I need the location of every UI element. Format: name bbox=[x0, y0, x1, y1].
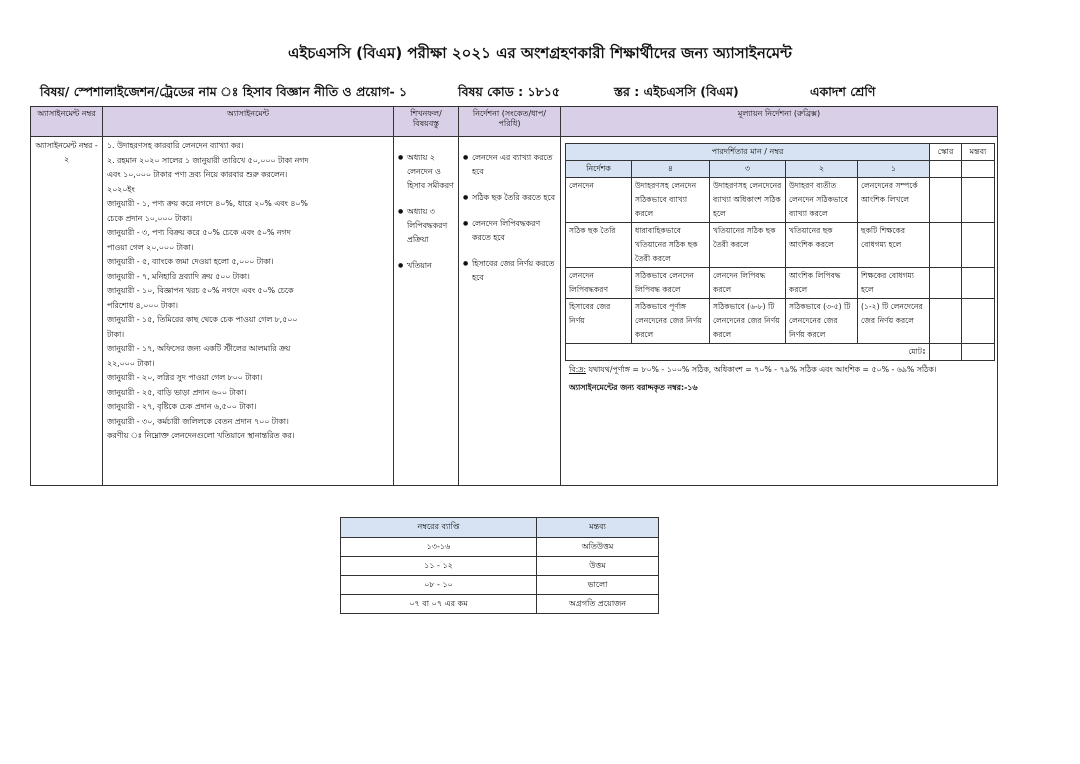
assignment-line: ২২,০০০ টাকা। bbox=[107, 358, 155, 368]
grade-table bbox=[340, 517, 659, 614]
assignment-line: জানুয়ারী - ২৫, বাড়ি ভাড়া প্রদান ৬০০ টাকা। bbox=[107, 387, 247, 397]
assignment-line: জানুয়ারী - ১০, বিজ্ঞাপন খরচ ৫০% নগদে এবং ৫০% চেকে bbox=[107, 286, 294, 295]
assignment-line: পাওয়া গেল ২০,০০০ টাকা। bbox=[107, 242, 194, 252]
rubric-cell: সঠিকভাবে পূর্ণাঙ্গ লেনদেনের জের নির্ণয় করলে bbox=[632, 299, 710, 344]
comment-cell bbox=[962, 299, 995, 344]
rubric-cell: সঠিকভাবে (৩-৫) টি লেনদেনের জের নির্ণয় করলে bbox=[786, 299, 858, 344]
assignment-line: জানুয়ারী - ২০, লগ্নির সুদ পাওয়া গেল ৮০০ টাকা। bbox=[107, 373, 263, 382]
rubric-cell: উদাহরণসহ লেনদেনের ব্যাখ্যা অধিকাংশ সঠিক হলে bbox=[710, 178, 786, 223]
total-comment-cell bbox=[962, 344, 995, 361]
grade-comment: অতিউত্তম bbox=[537, 538, 659, 557]
rubric-indicator: সঠিক ছক তৈরি bbox=[566, 223, 632, 268]
assignment-line: এবং ১০,০০০ টাকার পণ্য দ্রব্য নিয়ে কারবার শুরু করলেন। bbox=[107, 170, 288, 179]
assignment-line: ২০২০ইং bbox=[107, 184, 135, 194]
comment-cell bbox=[962, 178, 995, 223]
assignment-line: জানুয়ারী - ৫, ব্যাংকে জমা দেওয়া হলো ৫,০০০ টাকা। bbox=[107, 257, 274, 266]
rubric-indicator: লেনদেন লিপিবদ্ধকরণ bbox=[566, 268, 632, 299]
assignment-line: পরিশোধ ৪,০০০ টাকা। bbox=[107, 300, 178, 310]
grade-header-range: নম্বরের ব্যাপ্তি bbox=[341, 518, 537, 538]
allocated-marks: অ্যাসাইনমেন্টের জন্য বরাদ্দকৃত নম্বর:-১৬ bbox=[569, 383, 698, 392]
rubric-cell: আংশিক লিপিবদ্ধ করলে bbox=[786, 268, 858, 299]
learning-item: ● অধ্যায় ২ লেনদেন ও হিসাব সমীকরণ bbox=[398, 151, 454, 193]
score-cell bbox=[930, 223, 962, 268]
assignment-line: জানুয়ারী - ৩০, কর্মচারী জলিলকে বেতন প্রদান ৭০০ টাকা। bbox=[107, 416, 289, 426]
score-cell bbox=[930, 299, 962, 344]
instructions bbox=[459, 137, 561, 486]
grade-comment: উত্তম bbox=[537, 557, 659, 576]
assignment-table bbox=[30, 106, 998, 486]
rubric-cell: ধারাবাহিকভাবে খতিয়ানের সঠিক ছক তৈরী করলে bbox=[632, 223, 710, 268]
instruction-item: ● হিসাবের জের নির্ণয় করতে হবে bbox=[463, 257, 556, 285]
rubric-cell: খতিয়ানের সঠিক ছক তৈরী করলে bbox=[710, 223, 786, 268]
assignment-line: টাকা। bbox=[107, 329, 125, 339]
rubric-cell: ছকটি শিক্ষকের বোধগম্য হলে bbox=[858, 223, 930, 268]
score-cell bbox=[930, 268, 962, 299]
subject-line: বিষয়/ স্পেশালাইজেশন/ট্রেডের নাম ঃ হিসাব বিজ্ঞান নীতি ও প্রয়োগ- ১ bbox=[40, 84, 408, 99]
rubric-level: ২ bbox=[786, 161, 858, 178]
rubric-comment-header: মন্তব্য bbox=[962, 144, 995, 161]
rubric-cell: লেনদেন লিপিবদ্ধ করলে bbox=[710, 268, 786, 299]
assignment-text bbox=[103, 137, 394, 486]
rubric-cell: শিক্ষকের বোধগম্য হলে bbox=[858, 268, 930, 299]
rubric-cell: (১-২) টি লেনদেনের জের নির্ণয় করলে bbox=[858, 299, 930, 344]
instruction-item: ● লেনদেন লিপিবদ্ধকরণ করতে হবে bbox=[463, 217, 556, 245]
learning-outcomes bbox=[394, 137, 459, 486]
rubric-cell: খতিয়ানের ছক আংশিক করলে bbox=[786, 223, 858, 268]
comment-cell bbox=[962, 268, 995, 299]
assignment-line: জানুয়ারী - ১৫, তিমিরের কাছ থেকে চেক পাওয়া গেল ৮,৫০০ bbox=[107, 315, 298, 324]
header-assignment-no: অ্যাসাইনমেন্ট নম্বর bbox=[31, 107, 103, 137]
assignment-number: অ্যাসাইনমেন্ট নম্বর - ২ bbox=[31, 137, 103, 486]
grade-range: ০৭ বা ০৭ এর কম bbox=[341, 595, 537, 614]
assignment-line: ১. উদাহরণসহ কারবারি লেনদেন ব্যাখ্যা কর। bbox=[107, 141, 244, 150]
instruction-item: ● সঠিক ছক তৈরি করতে হবে bbox=[463, 191, 556, 205]
assignment-line: জানুয়ারী - ৩, পণ্য বিক্রয় করে ৫০% চেকে এবং ৫০% নগদ bbox=[107, 228, 291, 237]
header-evaluation: মূল্যায়ন নির্দেশনা (রুব্রিক্স) bbox=[561, 107, 998, 137]
note-label: বি:দ্র: bbox=[569, 365, 587, 374]
grade-header-comment: মন্তব্য bbox=[537, 518, 659, 538]
note-text: যথাযথ/পূর্ণাঙ্গ = ৮০% - ১০০% সঠিক, অধিকাংশ = ৭০% - ৭৯% সঠিক এবং আংশিক = ৫০% - ৬৯% সঠিক। bbox=[588, 365, 937, 374]
rubric-indicator: লেনদেন bbox=[566, 178, 632, 223]
rubric-table bbox=[565, 143, 995, 361]
comment-cell bbox=[962, 223, 995, 268]
header-learning: শিখনফল/ বিষয়বস্তু bbox=[394, 107, 459, 137]
score-cell bbox=[930, 161, 962, 178]
note bbox=[565, 361, 993, 379]
assignment-line: জানুয়ারী - ১, পণ্য ক্রয় করে নগদে ৪০%, ধারে ২০% এবং ৪০% bbox=[107, 199, 308, 208]
learning-item: ● খতিয়ান bbox=[398, 259, 454, 273]
class-label: একাদশ শ্রেণি bbox=[810, 84, 876, 99]
page-title: এইচএসসি (বিএম) পরীক্ষা ২০২১ এর অংশগ্রহণকারী শিক্ষার্থীদের জন্য অ্যাসাইনমেন্ট bbox=[288, 44, 792, 62]
rubric-cell: সঠিকভাবে লেনদেন লিপিবদ্ধ করলে bbox=[632, 268, 710, 299]
rubric-indicator: হিসাবের জের নির্ণয় bbox=[566, 299, 632, 344]
rubric-cell: সঠিকভাবে (৬-৮) টি লেনদেনের জের নির্ণয় করলে bbox=[710, 299, 786, 344]
rubric-total-label: মোটঃ bbox=[566, 344, 930, 361]
assignment-line: চেকে প্রদান ১০,০০০ টাকা। bbox=[107, 213, 193, 223]
learning-item: ● অধ্যায় ৩ লিপিবদ্ধকরণ প্রক্রিয়া bbox=[398, 205, 454, 247]
rubric-cell: উদাহরণ ব্যতীত লেনদেন সঠিকভাবে ব্যাখ্যা করলে bbox=[786, 178, 858, 223]
score-cell bbox=[930, 178, 962, 223]
total-score-cell bbox=[930, 344, 962, 361]
header-instruction: নির্দেশনা (সংকেত/ধাপ/পরিধি) bbox=[459, 107, 561, 137]
instruction-item: ● লেনদেন এর ব্যাখ্যা করতে হবে bbox=[463, 151, 556, 179]
rubric-level: ১ bbox=[858, 161, 930, 178]
assignment-line: ২. রহমান ২০২০ সালের ১ জানুয়ারী তারিখে ৫০,০০০ টাকা নগদ bbox=[107, 155, 309, 165]
level-label: স্তর : এইচএসসি (বিএম) bbox=[614, 84, 739, 99]
grade-range: ০৮ - ১০ bbox=[341, 576, 537, 595]
assignment-line: করণীয় ঃ নিম্নোক্ত লেনদেনগুলো খতিয়ানে স্থানান্তরিত কর। bbox=[107, 431, 295, 440]
rubric-cell: উদাহরণসহ লেনদেন সঠিকভাবে ব্যাখ্যা করলে bbox=[632, 178, 710, 223]
grade-range: ১৩-১৬ bbox=[341, 538, 537, 557]
rubric-score-header: স্কোর bbox=[930, 144, 962, 161]
grade-comment: অগ্রগতি প্রয়োজন bbox=[537, 595, 659, 614]
comment-cell bbox=[962, 161, 995, 178]
rubric-proficiency-header: পারদর্শিতার মান / নম্বর bbox=[566, 144, 930, 161]
header-assignment: অ্যাসাইনমেন্ট bbox=[103, 107, 394, 137]
rubric-cell: লেনদেনের সম্পর্কে আংশিক লিখলে bbox=[858, 178, 930, 223]
rubric-level: ৩ bbox=[710, 161, 786, 178]
assignment-line: জানুয়ারী - ১৭, অফিসের জন্য একটি স্টীলের আলমারি ক্রয় bbox=[107, 344, 291, 353]
assignment-line: জানুয়ারী - ৭, মনিহারি দ্রব্যাদি ক্রয় ৫০০ টাকা। bbox=[107, 271, 250, 281]
grade-range: ১১ - ১২ bbox=[341, 557, 537, 576]
subject-code: বিষয় কোড : ১৮১৫ bbox=[458, 84, 560, 99]
grade-comment: ভালো bbox=[537, 576, 659, 595]
rubric-indicator-header: নির্দেশক bbox=[566, 161, 632, 178]
evaluation-cell bbox=[561, 137, 998, 486]
assignment-line: জানুয়ারী - ২৭, বৃষ্টিকে চেক প্রদান ৬,৫০০ টাকা। bbox=[107, 402, 257, 411]
rubric-level: ৪ bbox=[632, 161, 710, 178]
